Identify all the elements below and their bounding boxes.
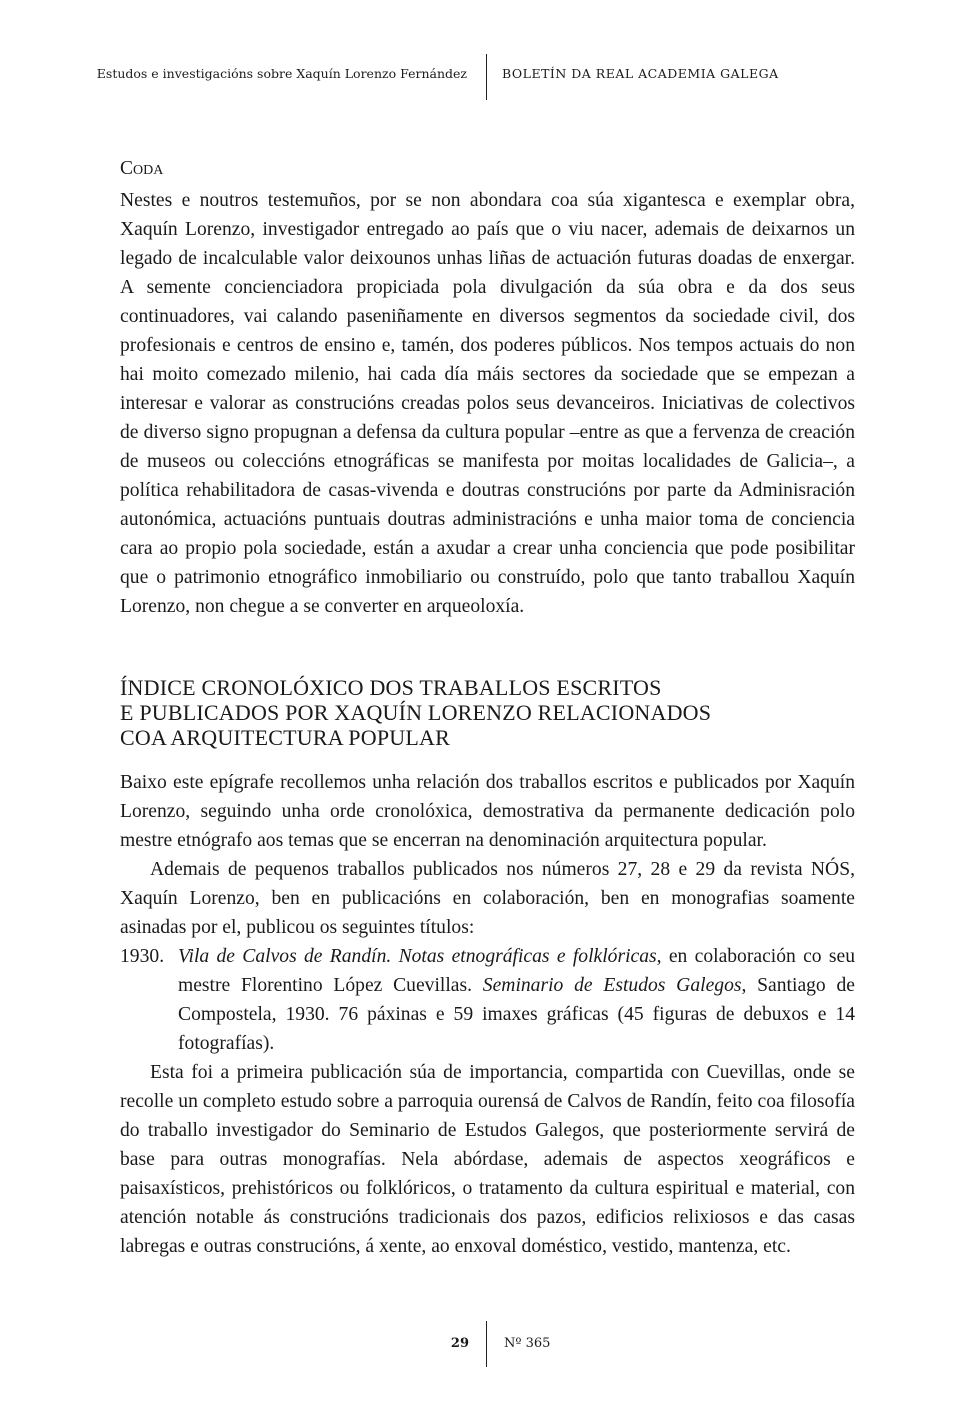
issue-number: Nº 365 — [504, 1336, 551, 1351]
index-section-body — [120, 768, 855, 1261]
running-header-right: BOLETÍN DA REAL ACADEMIA GALEGA — [502, 66, 779, 81]
index-title-line: ÍNDICE CRONOLÓXICO DOS TRABALLOS ESCRITOS — [120, 675, 662, 700]
index-section-title — [120, 675, 855, 750]
entry-text — [178, 942, 855, 1058]
index-title-line: COA ARQUITECTURA POPULAR — [120, 725, 450, 750]
entry-details: , Santiago de Compostela, 1930. 76 páxinas e 59 imaxes gráficas (45 figuras de debuxos e 14 fotografías). — [178, 975, 855, 1054]
index-title-line: E PUBLICADOS POR XAQUÍN LORENZO RELACIONADOS — [120, 700, 712, 725]
section-title-coda: Coda — [120, 158, 164, 179]
coda-section — [120, 186, 855, 621]
intro-paragraph: Baixo este epígrafe recollemos unha relación dos traballos escritos e publicados por Xaquín Lorenzo, seguindo unha orde cronolóxica, demostrativa da permanente dedicación polo mestre etnógrafo aos temas que se encerran na denominación arquitectura popular. — [120, 772, 855, 851]
entry-title: Vila de Calvos de Randín. Notas etnográficas e folklóricas — [178, 946, 657, 967]
entry-year: 1930. — [120, 946, 165, 967]
footer-divider — [486, 1321, 487, 1367]
paragraph-publications: Ademais de pequenos traballos publicados nos números 27, 28 e 29 da revista NÓS, Xaquín Lorenzo, ben en publicacións en colaboración, ben en monografias soamente asinadas por el, publicou os seguintes títulos: — [120, 859, 855, 938]
running-header-left: Estudos e investigacións sobre Xaquín Lorenzo Fernández — [96, 66, 467, 81]
entry-publisher: Seminario de Estudos Galegos — [482, 975, 742, 996]
header-divider — [486, 54, 487, 100]
entry-collaboration: , en colaboración co seu mestre Florentino López Cuevillas. — [178, 946, 856, 996]
paragraph-calvos-description: Esta foi a primeira publicación súa de importancia, compartida con Cuevillas, onde se recolle un completo estudo sobre a parroquia ourensá de Calvos de Randín, feito coa filosofía do traballo investigador do Seminario de Estudos Galegos, que posteriormente servirá de base para outras monografías. Nela abórdase, ademais de aspectos xeográficos e paisaxísticos, prehistóricos ou folklóricos, o tratamento da cultura espiritual e material, con atención notable ás construcións tradicionais dos pazos, edificios relixiosos e das casas labregas e outras construcións, á xente, ao enxoval doméstico, vestido, mantenza, etc. — [120, 1062, 855, 1257]
coda-paragraph: Nestes e noutros testemuños, por se non abondara coa súa xigantesca e exemplar obra, Xaquín Lorenzo, investigador entregado ao país que o viu nacer, ademais de deixarnos un legado de incalculable valor deixounos unhas liñas de actuación futuras doadas de enxergar. A semente concienciadora propiciada pola divulgación da súa obra e da dos seus continuadores, vai calando paseniñamente en diversos segmentos da sociedade civil, dos profesionais e centros de ensino e, tamén, dos poderes públicos. Nos tempos actuais do non hai moito comezado milenio, hai cada día máis sectores da sociedade que se empezan a interesar e valorar as construcións creadas polos seus devanceiros. Iniciativas de colectivos de diverso signo propugnan a defensa da cultura popular –entre as que a fervenza de creación de museos ou coleccións etnográficas se manifesta por moitas localidades de Galicia–, a política rehabilitadora de casas-vivenda e doutras construcións por parte da Adminisración autonómica, actuacións puntuais doutras administracións e unha maior toma de conciencia cara ao propio pola sociedade, están a axudar a crear unha conciencia que pode posibilitar que o patrimonio etnográfico inmobiliario ou construído, polo que tanto traballou Xaquín Lorenzo, non chegue a se converter en arqueoloxía. — [120, 190, 855, 617]
bibliography-entry — [120, 942, 855, 1058]
page-number: 29 — [450, 1336, 469, 1351]
